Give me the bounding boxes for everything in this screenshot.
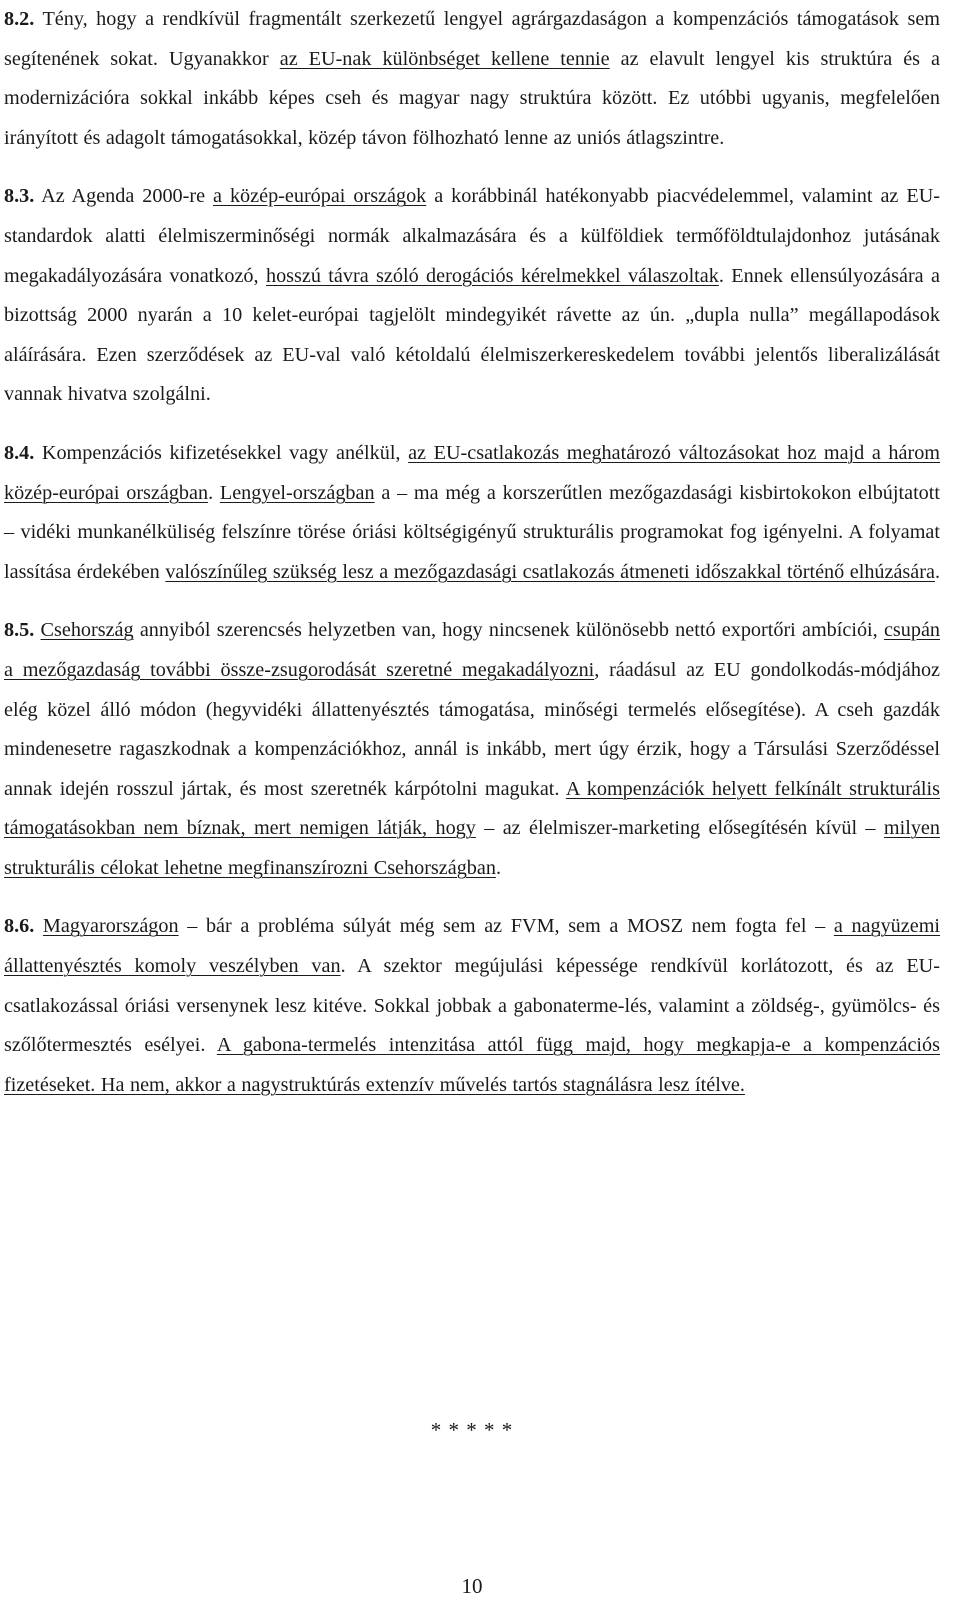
underlined-text: Lengyel-országban <box>219 481 375 504</box>
document-body <box>4 0 940 1124</box>
body-text: . Ennek ellensúlyozására a bizottság 2000 nyarán a 10 kelet-európai tagjelölt mindegyikét rávette az ún. „dupla nulla” megállapodások aláírására. Ezen szerződések az EU-val való kétoldalú élelmiszerkereskedelem további jelentős liberalizálását vannak hivatva szolgálni. <box>4 264 940 406</box>
paragraph-number: 8.2. <box>4 8 35 30</box>
body-text: – bár a probléma súlyát még sem az FVM, sem a MOSZ nem fogta fel – <box>178 915 834 938</box>
paragraph-8-5 <box>4 611 940 888</box>
underlined-text: az EU-nak különbséget kellene tennie <box>279 47 610 70</box>
body-text: Tény, hogy a rendkívül fragmentált szerkezetű lengyel agrárgazdaságon a kompenzációs támogatások sem segítenének sokat. Ugyanakkor <box>4 8 940 70</box>
paragraph-8-2 <box>4 0 940 158</box>
body-text: . A szektor megújulási képessége rendkívül korlátozott, és az EU-csatlakozással óriási versenynek lesz kitéve. Sokkal jobbak a gabonaterme-lés, valamint a zöldség-, gyümölcs- és szőlőtermesztés esélyei. <box>4 955 940 1057</box>
underlined-text: a nagyüzemi állattenyésztés komoly veszélyben van <box>4 915 941 978</box>
underlined-text: csupán a mezőgazdaság további össze-zsugorodását szeretné megakadályozni <box>4 619 941 681</box>
body-text: Kompenzációs kifizetésekkel vagy anélkül, <box>34 441 409 464</box>
paragraph-8-3 <box>4 177 940 415</box>
paragraph-8-4 <box>4 434 940 592</box>
underlined-text: az EU-csatlakozás meghatározó változásokat hoz majd a három közép-európai országban <box>4 441 941 504</box>
body-text: , ráadásul az EU gondolkodás-módjához elég közel álló módon (hegyvidéki állattenyésztés támogatása, minőségi termelés elősegítése). A cseh gazdák mindenesetre ragaszkodnak a kompenzációkhoz, annál is inkább, mert úgy érzik, hogy a Társulási Szerződéssel annak idején rosszul jártak, és most szeretnék kárpótolni magukat. <box>4 658 940 800</box>
underlined-text: A kompenzációk helyett felkínált strukturális támogatásokban nem bíznak, mert nemigen látják, hogy <box>4 777 940 840</box>
section-separator: * * * * * <box>430 1418 514 1442</box>
underlined-text: A gabona-termelés intenzitása attól függ majd, hogy megkapja-e a kompenzációs fizetéseket. Ha nem, akkor a nagystruktúrás extenzív művelés tartós stagnálásra lesz ítélve. <box>4 1034 940 1096</box>
body-text: annyiból szerencsés helyzetben van, hogy nincsenek különösebb nettó exportőri ambíciói, <box>133 619 884 642</box>
body-text: Az Agenda 2000-re <box>34 185 214 208</box>
body-text: – az élelmiszer-marketing elősegítésén kívül – <box>475 817 884 840</box>
body-text: . <box>495 856 501 879</box>
underlined-text: milyen strukturális célokat lehetne megfinanszírozni Csehországban <box>4 817 940 879</box>
paragraph-number: 8.4. <box>4 441 35 464</box>
underlined-text: Magyarországon <box>42 915 179 938</box>
underlined-text: hosszú távra szóló derogációs kérelmekkel válaszoltak <box>265 264 719 287</box>
underlined-text: Csehország <box>40 619 134 642</box>
body-text: az elavult lengyel kis struktúra és a modernizációra sokkal inkább képes cseh és magyar nagy struktúra között. Ez utóbbi ugyanis, megfelelően irányított és adagolt támogatásokkal, közép távon fölhozható lenne az uniós átlagszintre. <box>4 47 941 149</box>
paragraph-number: 8.6. <box>4 915 35 938</box>
underlined-text: a közép-európai országok <box>213 185 427 208</box>
body-text: . <box>934 560 940 583</box>
body-text <box>34 915 43 937</box>
page-number: 10 <box>461 1574 483 1598</box>
underlined-text: valószínűleg szükség lesz a mezőgazdasági csatlakozás átmeneti időszakkal történő elhúzására <box>165 560 935 583</box>
body-text: a korábbinál hatékonyabb piacvédelemmel, valamint az EU-standardok alatti élelmiszerminőségi normák alkalmazására és a külföldiek termőföldtulajdonhoz jutásának megakadályozására vonatkozó, <box>4 185 940 287</box>
paragraph-number: 8.3. <box>4 185 35 208</box>
body-text: a – ma még a korszerűtlen mezőgazdasági kisbirtokokon elbújtatott – vidéki munkanélküliség felszínre törése óriási költségigényű strukturális programokat fog igényelni. A folyamat lassítása érdekében <box>4 481 940 583</box>
body-text: . <box>208 481 220 504</box>
paragraph-8-6 <box>4 907 940 1105</box>
paragraph-number: 8.5. <box>4 619 35 642</box>
